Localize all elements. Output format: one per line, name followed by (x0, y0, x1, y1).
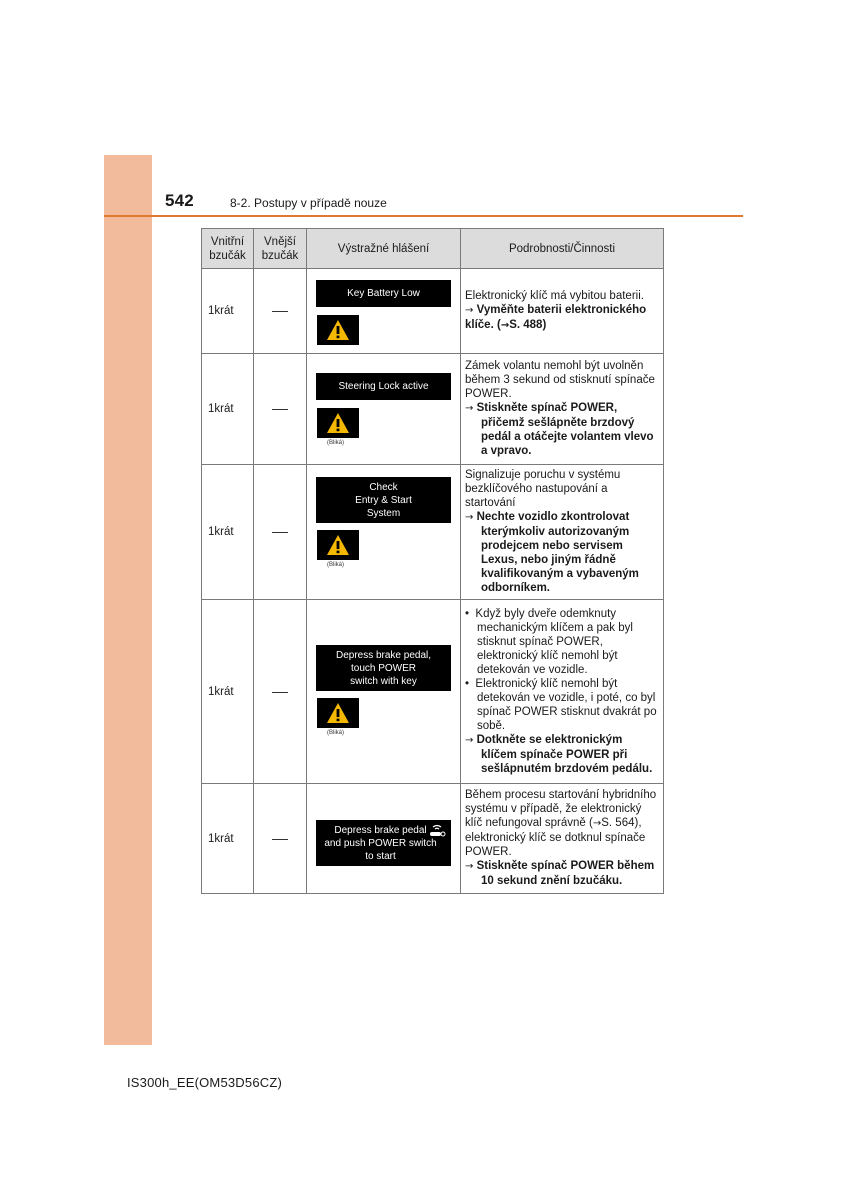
arrow-right-icon: → (465, 734, 477, 746)
internal-buzzer-cell: 1krát (202, 600, 254, 784)
arrow-right-icon: → (592, 818, 602, 829)
display-line: Entry & Start (355, 494, 412, 506)
dash (272, 311, 288, 312)
warning-message-cell (307, 465, 461, 600)
detail-cell (461, 354, 664, 465)
external-buzzer-cell (254, 465, 307, 600)
warning-message-cell (307, 784, 461, 894)
arrow-right-icon: → (465, 861, 477, 872)
display-line: to start (365, 850, 396, 862)
external-buzzer-cell (254, 600, 307, 784)
detail-intro: Elektronický klíč má vybitou baterii. (465, 289, 644, 302)
display-line: switch with key (350, 675, 417, 687)
dash (272, 532, 288, 533)
display-line: Depress brake pedal (334, 824, 427, 836)
external-buzzer-cell (254, 354, 307, 465)
warning-message-cell (307, 269, 461, 354)
detail-cell (461, 269, 664, 354)
display-line: Key Battery Low (347, 288, 420, 299)
table-row (202, 600, 664, 784)
dash (272, 692, 288, 693)
footer-code: IS300h_EE(OM53D56CZ) (127, 1075, 283, 1090)
detail-action: Nechte vozidlo zkontrolovat kterýmkoliv autorizovaným prodejcem nebo servisem Lexus, nebo jiným řádně kvalifikovaným a vybaveným odborníkem. (476, 511, 639, 594)
detail-bullet-text: Elektronický klíč nemohl být detekován ve vozidle, i poté, co byl spínač POWER stisknut dvakrát po sobě. (475, 677, 657, 732)
section-title: 8-2. Postupy v případě nouze (230, 196, 387, 210)
internal-buzzer-cell: 1krát (202, 354, 254, 465)
arrow-right-icon: → (500, 319, 510, 331)
table-row (202, 354, 664, 465)
header-internal-buzzer (202, 229, 254, 269)
table-header-row (202, 229, 664, 269)
detail-intro: Zámek volantu nemohl být uvolněn během 3 sekund od stisknutí spínače POWER. (465, 360, 655, 400)
detail-action: Vyměňte baterii elektronického klíče. ( (465, 303, 647, 331)
display-message (316, 373, 451, 400)
table-row (202, 784, 664, 894)
internal-buzzer-cell: 1krát (202, 269, 254, 354)
detail-action-block (465, 401, 659, 458)
display-message (316, 477, 451, 523)
header-rule (104, 215, 743, 217)
detail-cell (461, 465, 664, 600)
detail-intro: Signalizuje poruchu v systému bezklíčového nastupování a startování (465, 469, 621, 509)
detail-bullet (465, 607, 659, 677)
warning-triangle-icon (317, 530, 359, 560)
external-buzzer-cell (254, 269, 307, 354)
display-line: Steering Lock active (338, 381, 429, 392)
detail-bullet (465, 677, 659, 733)
warning-message-cell (307, 354, 461, 465)
blink-note: (Bliká) (327, 440, 345, 446)
table-row (202, 269, 664, 354)
internal-buzzer-cell: 1krát (202, 465, 254, 600)
display-line: System (366, 507, 401, 519)
detail-action-block (465, 859, 659, 888)
table-row (202, 465, 664, 600)
dash (272, 839, 288, 840)
detail-cell (461, 600, 664, 784)
dash (272, 409, 288, 410)
display-message (316, 820, 451, 866)
header-internal-line1: Vnitřní (210, 235, 245, 248)
detail-intro: elektronický klíč se dotknul spínače POWER. (465, 832, 646, 858)
header-warning-message: Výstražné hlášení (307, 229, 461, 269)
header-external-line2: bzučák (261, 249, 299, 262)
detail-reference: S. 488) (509, 318, 547, 331)
blink-note: (Bliká) (327, 562, 345, 568)
detail-intro: Během procesu startování hybridního systému v případě, že elektronický klíč nefungoval správně ( (465, 789, 657, 829)
arrow-right-icon: → (465, 403, 477, 414)
detail-action-block (465, 733, 659, 776)
detail-action: Dotkněte se elektronickým klíčem spínače POWER při sešlápnutém brzdovém pedálu. (476, 733, 653, 775)
detail-reference: S. 564), (601, 817, 642, 829)
warning-triangle-icon (317, 698, 359, 728)
side-tab (104, 155, 152, 1045)
detail-cell (461, 784, 664, 894)
header-internal-line2: bzučák (209, 249, 246, 262)
detail-action-block (465, 510, 659, 595)
page-number: 542 (165, 191, 194, 210)
blink-note: (Bliká) (327, 730, 345, 736)
display-line: Depress brake pedal, (335, 649, 432, 661)
header-external-buzzer (254, 229, 307, 269)
display-line: and push POWER switch (324, 837, 437, 849)
bullet-dot-icon: • (465, 677, 476, 690)
key-fob-icon (428, 824, 446, 838)
display-line: touch POWER (350, 662, 417, 674)
arrow-right-icon: → (465, 304, 474, 316)
warning-table (201, 228, 664, 894)
warning-message-cell (307, 600, 461, 784)
detail-bullet-text: Když byly dveře odemknuty mechanickým klíčem a pak byl stisknut spínač POWER, elektronický klíč nemohl být detekován ve vozidle. (475, 607, 633, 676)
display-message (316, 645, 451, 691)
display-line: Check (369, 481, 398, 493)
warning-triangle-icon (317, 408, 359, 438)
display-message (316, 280, 451, 307)
header-external-line1: Vnější (264, 235, 296, 248)
arrow-right-icon: → (465, 512, 477, 523)
header-details: Podrobnosti/Činnosti (461, 229, 664, 269)
external-buzzer-cell (254, 784, 307, 894)
detail-action: Stiskněte spínač POWER během 10 sekund znění bzučáku. (476, 860, 655, 887)
warning-triangle-icon (317, 315, 359, 345)
detail-action: Stiskněte spínač POWER, přičemž sešlápněte brzdový pedál a otáčejte volantem vlevo a vpravo. (476, 402, 654, 457)
internal-buzzer-cell: 1krát (202, 784, 254, 894)
bullet-dot-icon: • (465, 607, 476, 620)
